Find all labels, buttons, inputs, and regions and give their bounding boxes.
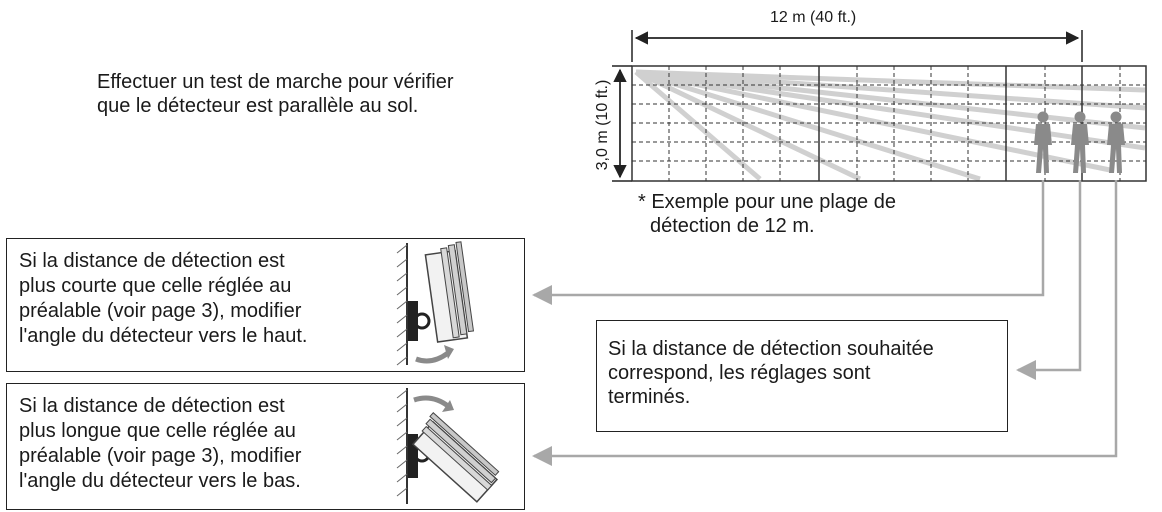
box-up-line-4: l'angle du détecteur vers le haut. — [19, 325, 308, 347]
box-up-line-2: plus courte que celle réglée au — [19, 275, 292, 297]
box-down-text — [19, 394, 389, 494]
person-silhouette-icon — [1034, 112, 1052, 174]
box-up-text — [19, 249, 389, 349]
note-line-1: * Exemple pour une plage de — [638, 191, 896, 213]
connector-to-box-up — [534, 180, 1043, 295]
angle-up-instruction-box — [6, 238, 525, 372]
box-ok-text — [608, 337, 998, 409]
box-down-line-3: préalable (voir page 3), modifier — [19, 445, 302, 467]
detection-beams — [636, 72, 1145, 179]
note-line-2: détection de 12 m. — [650, 215, 815, 237]
person-silhouette-icon — [1107, 112, 1125, 174]
box-up-line-1: Si la distance de détection est — [19, 250, 285, 272]
width-dimension-line — [632, 30, 1082, 62]
box-ok-line-1: Si la distance de détection souhaitée — [608, 338, 934, 360]
box-up-line-3: préalable (voir page 3), modifier — [19, 300, 302, 322]
rotate-down-arrow-icon — [414, 398, 448, 406]
height-dimension-label: 3,0 m (10 ft.) — [594, 79, 611, 171]
settings-complete-box — [596, 320, 1008, 432]
connector-to-box-ok — [1018, 180, 1080, 370]
box-down-line-4: l'angle du détecteur vers le bas. — [19, 470, 301, 492]
box-ok-line-2: correspond, les réglages sont — [608, 362, 871, 384]
sensor-tilt-down-illustration — [392, 386, 517, 506]
box-down-line-2: plus longue que celle réglée au — [19, 420, 296, 442]
box-ok-line-3: terminés. — [608, 386, 691, 408]
intro-line-1: Effectuer un test de marche pour vérifier — [97, 71, 454, 93]
sensor-tilt-up-illustration — [392, 241, 517, 367]
height-dimension-line — [612, 66, 632, 181]
rotate-up-arrow-icon — [416, 353, 448, 361]
intro-line-2: que le détecteur est parallèle au sol. — [97, 95, 419, 117]
angle-down-instruction-box — [6, 383, 525, 510]
box-down-line-1: Si la distance de détection est — [19, 395, 285, 417]
width-dimension-label: 12 m (40 ft.) — [770, 9, 857, 26]
